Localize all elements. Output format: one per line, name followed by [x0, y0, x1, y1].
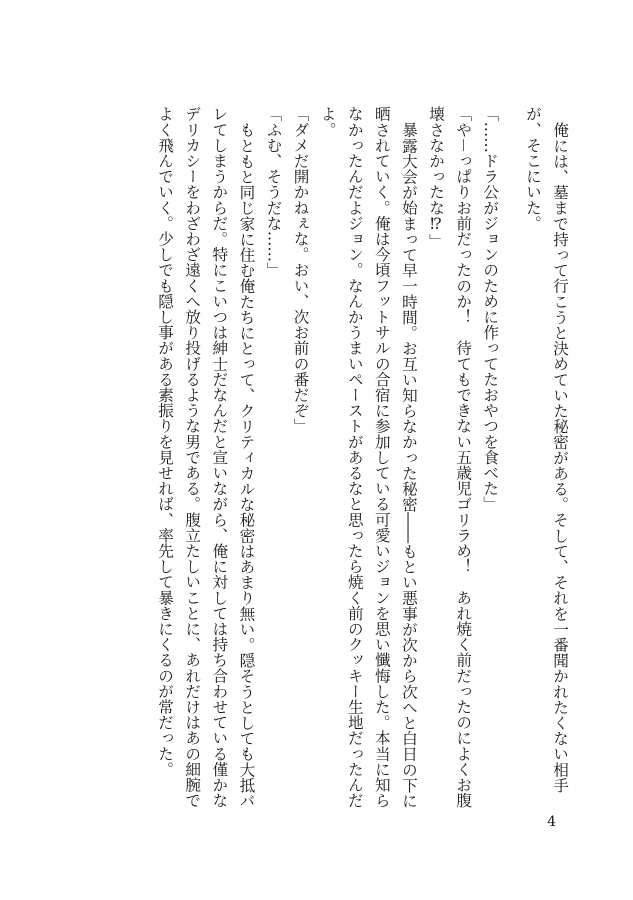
dialogue-hmm: 「ふむ、そうだな……」	[264, 106, 283, 278]
page-number: 4	[547, 814, 556, 830]
vertical-text-body	[83, 106, 573, 809]
dialogue-your-turn: 「ダメだ開かねぇな。おい、次お前の番だぞ」	[291, 106, 310, 434]
paragraph-confession-game: 暴露大会が始まって早一時間。お互い知らなかった秘密――もとい悪事が次から次へと白日の下に晒されていく。俺は今頃フットサルの合宿に参加している可愛いジョンを思い懺悔した。本当に知らなかったんだよジョン。なんかうまいペーストがあるなと思ったら焼く前のクッキー生地だったんだよ。	[318, 106, 418, 808]
paragraph-secret-intro: 俺には、墓まで持って行こうと決めていた秘密がある。そして、それを一番聞かれたくない相手が、そこにいた。	[523, 106, 569, 793]
dialogue-gorilla-retort: 「や－っぱりお前だったのか！ 待てもできない五歳児ゴリラめ！ あれ焼く前だったのによくお腹壊さなかったな⁉」	[427, 106, 473, 808]
paragraph-no-secrets: もともと同じ家に住む俺たちにとって、クリティカルな秘密はあまり無い。隠そうとしても大抵バレてしまうからだ。特にこいつは紳士だなんだと宣いながら、俺に対しては持ち合わせている僅かなデリカシーをわざわざ遠くへ放り投げるような男である。腹立たしいことに、あれだけはあの細腕でよく飛んでいく。少しでも隠し事がある素振りを見せれば、率先して暴きにくるのが常だった。	[156, 106, 256, 808]
blank-line	[503, 106, 519, 809]
dialogue-confession-snack: 「……ドラ公がジョンのために作ってたおやつを食べた」	[481, 106, 500, 512]
